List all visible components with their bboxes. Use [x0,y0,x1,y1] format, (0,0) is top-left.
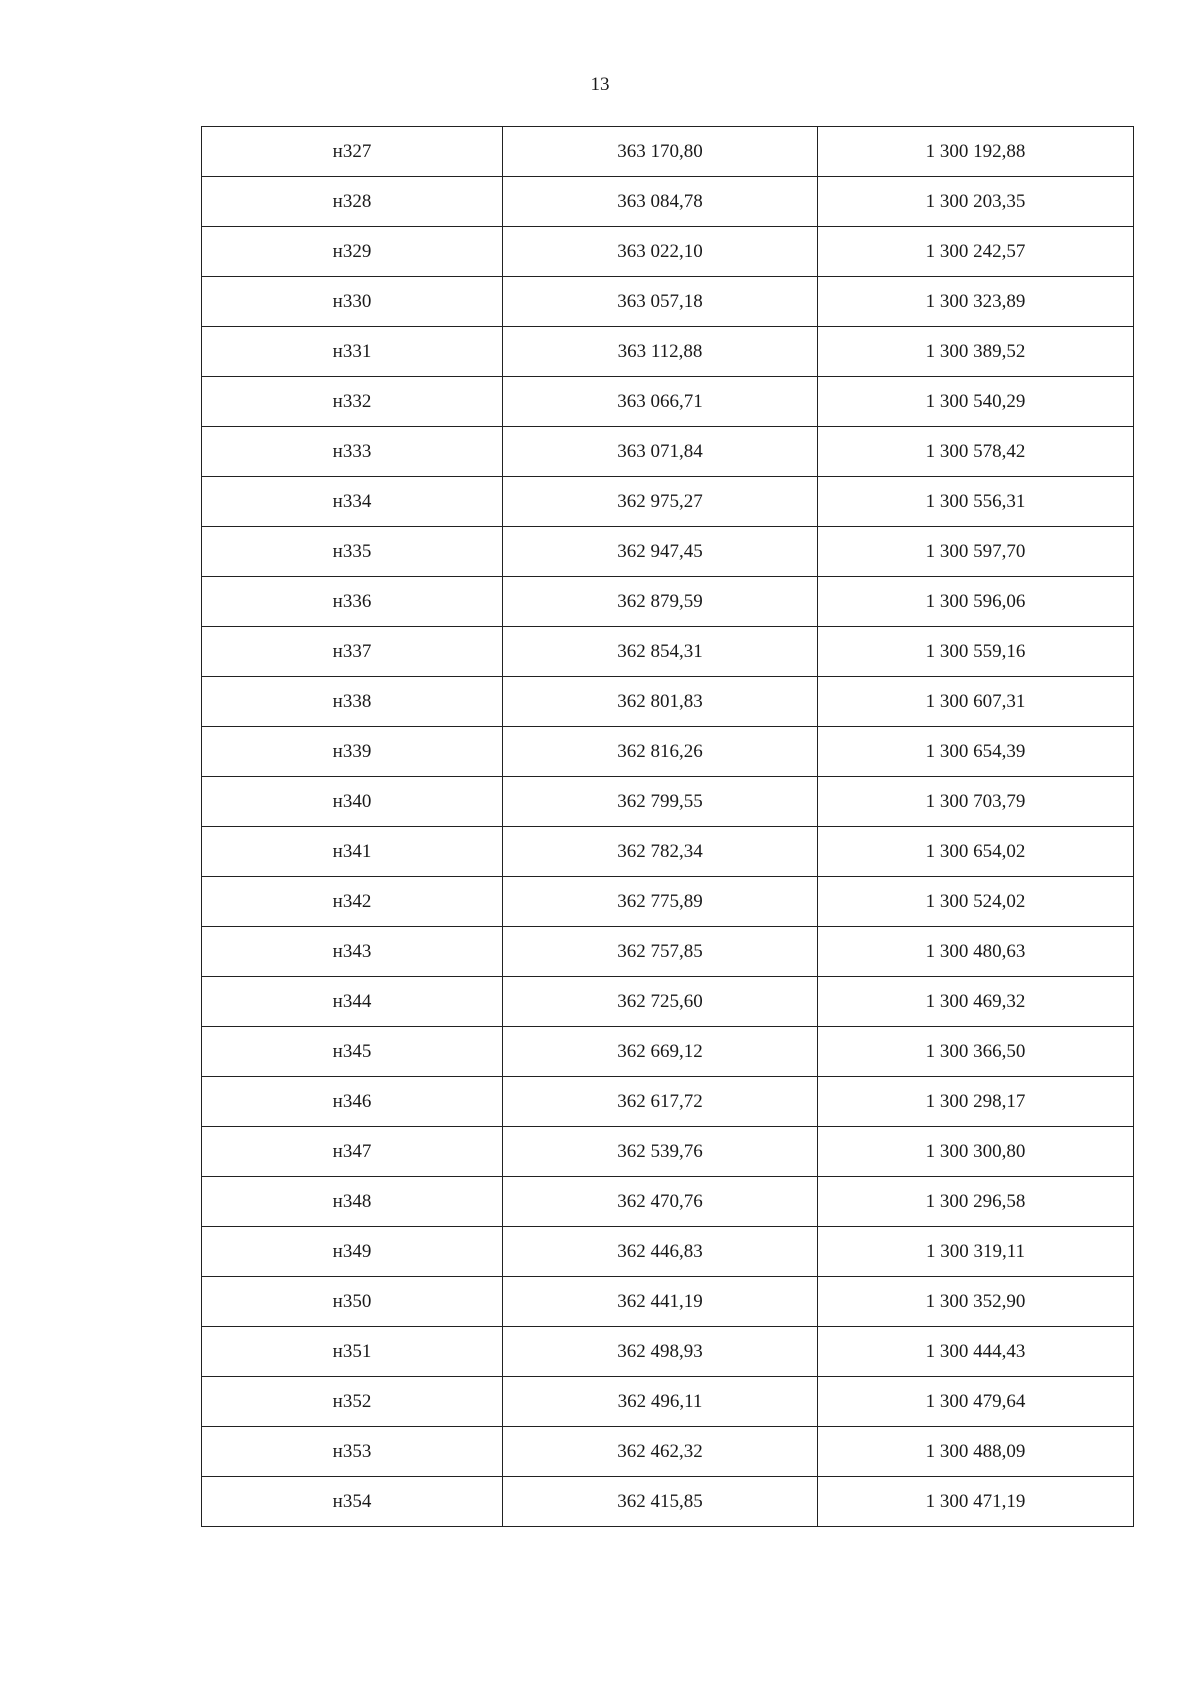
table-row [202,1027,1134,1077]
x-coordinate-cell: 363 022,10 [503,227,818,277]
point-id-cell: н330 [202,277,503,327]
y-coordinate-cell: 1 300 352,90 [818,1277,1134,1327]
point-id-cell: н352 [202,1377,503,1427]
y-coordinate-cell: 1 300 703,79 [818,777,1134,827]
y-coordinate-cell: 1 300 654,39 [818,727,1134,777]
x-coordinate-cell: 362 669,12 [503,1027,818,1077]
y-coordinate-cell: 1 300 654,02 [818,827,1134,877]
point-id-cell: н340 [202,777,503,827]
y-coordinate-cell: 1 300 480,63 [818,927,1134,977]
table-row [202,127,1134,177]
y-coordinate-cell: 1 300 366,50 [818,1027,1134,1077]
point-id-cell: н337 [202,627,503,677]
point-id-cell: н333 [202,427,503,477]
point-id-cell: н332 [202,377,503,427]
x-coordinate-cell: 362 775,89 [503,877,818,927]
table-row [202,227,1134,277]
y-coordinate-cell: 1 300 524,02 [818,877,1134,927]
y-coordinate-cell: 1 300 578,42 [818,427,1134,477]
table-row [202,1077,1134,1127]
coordinates-table-body [202,127,1134,1527]
x-coordinate-cell: 362 879,59 [503,577,818,627]
y-coordinate-cell: 1 300 300,80 [818,1127,1134,1177]
x-coordinate-cell: 363 084,78 [503,177,818,227]
y-coordinate-cell: 1 300 203,35 [818,177,1134,227]
point-id-cell: н334 [202,477,503,527]
y-coordinate-cell: 1 300 559,16 [818,627,1134,677]
x-coordinate-cell: 363 071,84 [503,427,818,477]
point-id-cell: н346 [202,1077,503,1127]
table-row [202,827,1134,877]
x-coordinate-cell: 363 112,88 [503,327,818,377]
x-coordinate-cell: 362 816,26 [503,727,818,777]
y-coordinate-cell: 1 300 444,43 [818,1327,1134,1377]
point-id-cell: н345 [202,1027,503,1077]
table-row [202,1427,1134,1477]
table-row [202,1327,1134,1377]
y-coordinate-cell: 1 300 192,88 [818,127,1134,177]
y-coordinate-cell: 1 300 298,17 [818,1077,1134,1127]
x-coordinate-cell: 362 539,76 [503,1127,818,1177]
point-id-cell: н335 [202,527,503,577]
x-coordinate-cell: 362 496,11 [503,1377,818,1427]
point-id-cell: н339 [202,727,503,777]
y-coordinate-cell: 1 300 319,11 [818,1227,1134,1277]
y-coordinate-cell: 1 300 242,57 [818,227,1134,277]
table-row [202,777,1134,827]
point-id-cell: н349 [202,1227,503,1277]
table-row [202,1377,1134,1427]
table-row [202,327,1134,377]
x-coordinate-cell: 362 757,85 [503,927,818,977]
table-row [202,1177,1134,1227]
coordinates-table [201,126,1134,1527]
x-coordinate-cell: 362 782,34 [503,827,818,877]
point-id-cell: н328 [202,177,503,227]
x-coordinate-cell: 362 470,76 [503,1177,818,1227]
table-row [202,1277,1134,1327]
y-coordinate-cell: 1 300 597,70 [818,527,1134,577]
point-id-cell: н327 [202,127,503,177]
point-id-cell: н331 [202,327,503,377]
table-row [202,527,1134,577]
y-coordinate-cell: 1 300 323,89 [818,277,1134,327]
x-coordinate-cell: 362 854,31 [503,627,818,677]
table-row [202,277,1134,327]
y-coordinate-cell: 1 300 296,58 [818,1177,1134,1227]
page-number: 13 [590,74,610,95]
point-id-cell: н353 [202,1427,503,1477]
x-coordinate-cell: 362 462,32 [503,1427,818,1477]
table-row [202,727,1134,777]
x-coordinate-cell: 362 725,60 [503,977,818,1027]
y-coordinate-cell: 1 300 469,32 [818,977,1134,1027]
table-row [202,677,1134,727]
point-id-cell: н342 [202,877,503,927]
y-coordinate-cell: 1 300 479,64 [818,1377,1134,1427]
table-row [202,177,1134,227]
point-id-cell: н344 [202,977,503,1027]
table-row [202,627,1134,677]
y-coordinate-cell: 1 300 471,19 [818,1477,1134,1527]
y-coordinate-cell: 1 300 607,31 [818,677,1134,727]
table-row [202,927,1134,977]
point-id-cell: н338 [202,677,503,727]
table-row [202,577,1134,627]
point-id-cell: н329 [202,227,503,277]
x-coordinate-cell: 362 975,27 [503,477,818,527]
x-coordinate-cell: 362 415,85 [503,1477,818,1527]
table-row [202,1227,1134,1277]
y-coordinate-cell: 1 300 389,52 [818,327,1134,377]
point-id-cell: н347 [202,1127,503,1177]
x-coordinate-cell: 362 441,19 [503,1277,818,1327]
x-coordinate-cell: 363 057,18 [503,277,818,327]
table-row [202,1127,1134,1177]
point-id-cell: н350 [202,1277,503,1327]
point-id-cell: н348 [202,1177,503,1227]
x-coordinate-cell: 362 801,83 [503,677,818,727]
x-coordinate-cell: 363 066,71 [503,377,818,427]
x-coordinate-cell: 362 799,55 [503,777,818,827]
point-id-cell: н336 [202,577,503,627]
x-coordinate-cell: 362 446,83 [503,1227,818,1277]
table-row [202,427,1134,477]
table-row [202,977,1134,1027]
y-coordinate-cell: 1 300 596,06 [818,577,1134,627]
x-coordinate-cell: 362 498,93 [503,1327,818,1377]
table-row [202,477,1134,527]
x-coordinate-cell: 363 170,80 [503,127,818,177]
y-coordinate-cell: 1 300 488,09 [818,1427,1134,1477]
table-row [202,877,1134,927]
point-id-cell: н354 [202,1477,503,1527]
point-id-cell: н341 [202,827,503,877]
x-coordinate-cell: 362 617,72 [503,1077,818,1127]
table-row [202,377,1134,427]
x-coordinate-cell: 362 947,45 [503,527,818,577]
y-coordinate-cell: 1 300 556,31 [818,477,1134,527]
point-id-cell: н343 [202,927,503,977]
y-coordinate-cell: 1 300 540,29 [818,377,1134,427]
table-row [202,1477,1134,1527]
point-id-cell: н351 [202,1327,503,1377]
